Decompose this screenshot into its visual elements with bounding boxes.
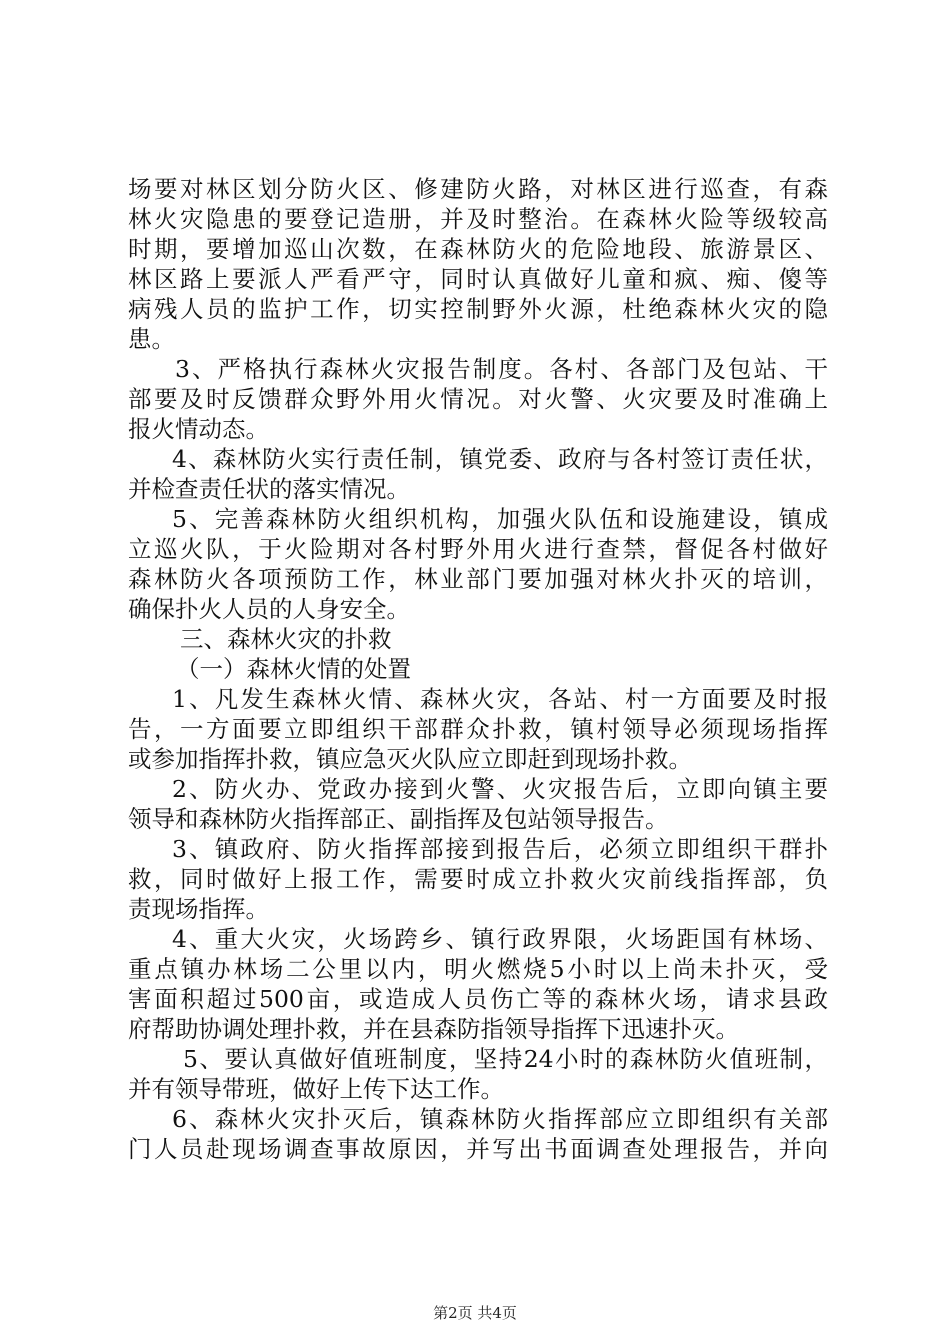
text-line: 6、森林火灾扑灭后，镇森林防火指挥部应立即组织有关部	[172, 1105, 828, 1133]
text-line: 部要及时反馈群众野外用火情况。对火警、火灾要及时准确上	[128, 385, 828, 413]
text-line: 场要对林区划分防火区、修建防火路，对林区进行巡查，有森	[128, 175, 828, 203]
text-line: 林区路上要派人严看严守，同时认真做好儿童和疯、痴、傻等	[128, 265, 828, 293]
text-line: 患。	[128, 325, 175, 353]
text-line: 林火灾隐患的要登记造册，并及时整治。在森林火险等级较高	[128, 205, 828, 233]
text-line: 责现场指挥。	[128, 895, 269, 923]
text-line: 害面积超过500亩，或造成人员伤亡等的森林火场，请求县政	[128, 985, 828, 1013]
text-line: 确保扑火人员的人身安全。	[128, 595, 410, 623]
text-line: 告，一方面要立即组织干部群众扑救，镇村领导必须现场指挥	[128, 715, 828, 743]
text-line: 时期，要增加巡山次数，在森林防火的危险地段、旅游景区、	[128, 235, 828, 263]
text-line: 门人员赴现场调查事故原因，并写出书面调查处理报告，并向	[128, 1135, 828, 1163]
text-line: 或参加指挥扑救，镇应急灭火队应立即赶到现场扑救。	[128, 745, 692, 773]
section-heading: 三、森林火灾的扑救	[180, 625, 392, 653]
text-line: 府帮助协调处理扑救，并在县森防指领导指挥下迅速扑灭。	[128, 1015, 739, 1043]
text-line: 报火情动态。	[128, 415, 269, 443]
text-line: 重点镇办林场二公里以内，明火燃烧5小时以上尚未扑灭，受	[128, 955, 828, 983]
text-line: 立巡火队，于火险期对各村野外用火进行查禁，督促各村做好	[128, 535, 828, 563]
text-line: 并检查责任状的落实情况。	[128, 475, 410, 503]
text-line: 病残人员的监护工作，切实控制野外火源，杜绝森林火灾的隐	[128, 295, 828, 323]
document-body	[128, 174, 828, 1164]
text-line: 4、重大火灾，火场跨乡、镇行政界限，火场距国有林场、	[172, 925, 828, 953]
text-line: 森林防火各项预防工作，林业部门要加强对林火扑灭的培训，	[128, 565, 828, 593]
text-line: 领导和森林防火指挥部正、副指挥及包站领导报告。	[128, 805, 669, 833]
subsection-heading: （一）森林火情的处置	[176, 655, 411, 683]
page-number-footer: 第2页 共4页	[433, 1304, 517, 1322]
text-line: 2、防火办、党政办接到火警、火灾报告后，立即向镇主要	[172, 775, 828, 803]
text-line: 5、完善森林防火组织机构，加强火队伍和设施建设，镇成	[172, 505, 828, 533]
text-line: 5、要认真做好值班制度，坚持24小时的森林防火值班制，	[183, 1045, 828, 1073]
text-line: 1、凡发生森林火情、森林火灾，各站、村一方面要及时报	[172, 685, 828, 713]
text-line: 并有领导带班，做好上传下达工作。	[128, 1075, 504, 1103]
text-line: 3、镇政府、防火指挥部接到报告后，必须立即组织干群扑	[172, 835, 828, 863]
text-line: 3、严格执行森林火灾报告制度。各村、各部门及包站、干	[175, 355, 828, 383]
text-line: 救，同时做好上报工作，需要时成立扑救火灾前线指挥部，负	[128, 865, 828, 893]
text-line: 4、森林防火实行责任制，镇党委、政府与各村签订责任状，	[172, 445, 828, 473]
